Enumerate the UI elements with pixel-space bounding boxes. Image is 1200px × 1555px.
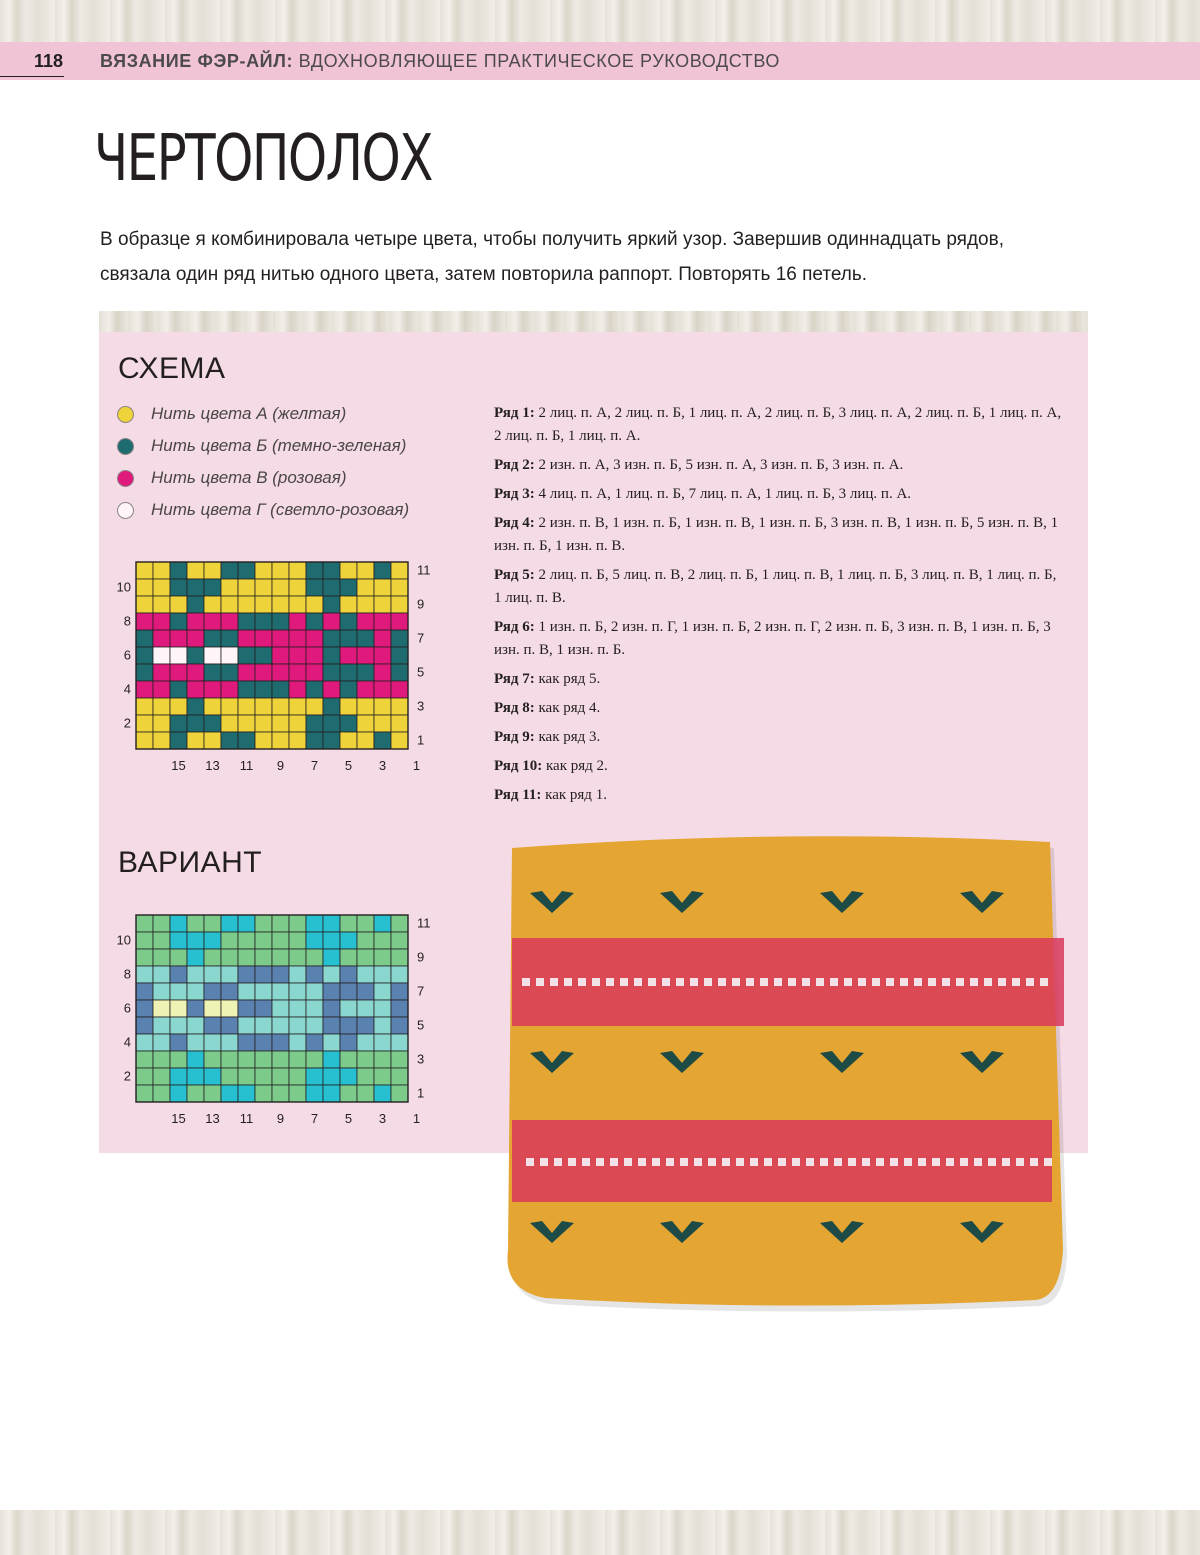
light-stitch [1044,1158,1052,1166]
light-stitch [666,1158,674,1166]
light-stitch [648,978,656,986]
light-stitch [904,1158,912,1166]
light-stitch [1016,1158,1024,1166]
row-text: как ряд 1. [545,787,607,803]
light-stitch [550,978,558,986]
light-stitch [932,1158,940,1166]
light-stitch [610,1158,618,1166]
light-stitch [988,1158,996,1166]
intro-paragraph: В образце я комбинировала четыре цвета, чтобы получить яркий узор. Завершив одиннадцать рядов, связала один ряд нитью одного цвета, затем повторила раппорт. Повторять 16 петель. [100,229,1004,285]
light-stitch [540,1158,548,1166]
light-stitch [792,1158,800,1166]
row-number-label: 6 [123,647,131,663]
row-number-label: 4 [123,1034,131,1050]
light-stitch [918,1158,926,1166]
light-stitch [722,1158,730,1166]
light-stitch [718,978,726,986]
light-stitch [708,1158,716,1166]
light-stitch [974,1158,982,1166]
legend-label: Нить цвета Г (светло-розовая) [151,500,410,519]
light-stitch [914,978,922,986]
light-stitch [736,1158,744,1166]
row-label: Ряд 7: [494,671,535,687]
row-label: Ряд 5: [494,567,535,583]
light-stitch [984,978,992,986]
row-label: Ряд 4: [494,515,535,531]
light-stitch [690,978,698,986]
light-stitch [568,1158,576,1166]
light-stitch [564,978,572,986]
light-stitch [596,1158,604,1166]
light-stitch [536,978,544,986]
row-label: Ряд 11: [494,787,542,803]
scheme-heading: СХЕМА [118,352,226,385]
row-text: как ряд 5. [538,671,601,687]
row-text: 4 лиц. п. А, 1 лиц. п. Б, 7 лиц. п. А, 1 лиц. п. Б, 3 лиц. п. А. [538,486,912,502]
light-stitch [830,978,838,986]
light-stitch [554,1158,562,1166]
row-number-label: 8 [123,966,131,982]
light-stitch [970,978,978,986]
light-stitch [872,978,880,986]
light-stitch [592,978,600,986]
light-stitch [1026,978,1034,986]
light-stitch [526,1158,534,1166]
light-stitch [960,1158,968,1166]
column-number-label: 13 [205,1111,220,1126]
legend-label: Нить цвета Б (темно-зеленая) [151,436,407,455]
row-number-label: 10 [116,579,131,595]
row-number-label: 3 [417,1051,425,1067]
row-number-label: 2 [123,1068,131,1084]
light-stitch [844,978,852,986]
row-number-label: 6 [123,1000,131,1016]
row-number-label: 7 [417,983,425,999]
light-stitch [848,1158,856,1166]
row-text: 2 лиц. п. А, 2 лиц. п. Б, 1 лиц. п. А, 2 лиц. п. Б, 3 лиц. п. А, 2 лиц. п. Б, 1 лиц. п. А, 2 лиц. п. Б, 1 лиц. п. А. [494,405,1062,444]
wood-texture-bottom [0,1510,1200,1555]
light-stitch [606,978,614,986]
light-stitch [652,1158,660,1166]
column-number-label: 1 [412,1111,421,1126]
row-label: Ряд 2: [494,457,535,473]
column-number-label: 11 [239,1111,254,1126]
column-number-label: 15 [171,1111,186,1126]
legend-label: Нить цвета А (желтая) [151,404,347,423]
row-label: Ряд 1: [494,405,535,421]
column-number-label: 9 [276,1111,285,1126]
column-number-label: 5 [344,1111,353,1126]
row-label: Ряд 8: [494,700,535,716]
light-stitch [732,978,740,986]
light-stitch [834,1158,842,1166]
light-stitch [900,978,908,986]
variant-heading: ВАРИАНТ [118,846,263,879]
row-number-label: 10 [116,932,131,948]
column-number-label: 5 [344,758,353,773]
row-text: 2 изн. п. А, 3 изн. п. Б, 5 изн. п. А, 3 изн. п. Б, 3 изн. п. А. [538,457,904,473]
row-number-label: 11 [417,915,431,931]
light-stitch [746,978,754,986]
row-text: как ряд 3. [538,729,601,745]
light-stitch [802,978,810,986]
book-subtitle: ВДОХНОВЛЯЮЩЕЕ ПРАКТИЧЕСКОЕ РУКОВОДСТВО [298,51,780,71]
light-stitch [764,1158,772,1166]
light-stitch [858,978,866,986]
light-stitch [582,1158,590,1166]
light-stitch [1040,978,1048,986]
light-stitch [774,978,782,986]
light-stitch [1002,1158,1010,1166]
light-stitch [886,978,894,986]
row-number-label: 7 [417,630,425,646]
light-stitch [680,1158,688,1166]
light-stitch [638,1158,646,1166]
column-number-label: 7 [310,758,319,773]
light-stitch [634,978,642,986]
swatch-group [507,836,1067,1311]
row-text: как ряд 4. [538,700,601,716]
light-stitch [750,1158,758,1166]
row-number-label: 2 [123,715,131,731]
column-number-label: 13 [205,758,220,773]
row-text: 2 изн. п. В, 1 изн. п. Б, 1 изн. п. В, 1 изн. п. Б, 3 изн. п. В, 1 изн. п. Б, 5 изн. п. В, 1 изн. п. Б, 1 изн. п. В. [494,515,1059,554]
row-number-label: 3 [417,698,425,714]
column-number-label: 1 [412,758,421,773]
light-stitch [862,1158,870,1166]
column-number-label: 15 [171,758,186,773]
row-text: 1 изн. п. Б, 2 изн. п. Г, 1 изн. п. Б, 2 изн. п. Г, 2 изн. п. Б, 3 изн. п. В, 1 изн. п. Б, 3 изн. п. В, 1 изн. п. Б. [494,619,1051,658]
light-stitch [760,978,768,986]
page-title: ЧЕРТОПОЛОХ [94,122,432,196]
light-stitch [788,978,796,986]
light-stitch [522,978,530,986]
light-stitch [956,978,964,986]
light-stitch [942,978,950,986]
row-number-label: 9 [417,596,425,612]
column-number-label: 7 [310,1111,319,1126]
light-stitch [806,1158,814,1166]
row-number-label: 8 [123,613,131,629]
row-label: Ряд 10: [494,758,543,774]
light-stitch [946,1158,954,1166]
column-number-label: 11 [239,758,254,773]
column-number-label: 3 [378,758,387,773]
column-number-label: 3 [378,1111,387,1126]
row-number-label: 1 [417,732,425,748]
row-number-label: 11 [417,562,431,578]
light-stitch [662,978,670,986]
light-stitch [820,1158,828,1166]
row-label: Ряд 6: [494,619,535,635]
row-label: Ряд 3: [494,486,535,502]
row-number-label: 1 [417,1085,425,1101]
light-stitch [620,978,628,986]
light-stitch [928,978,936,986]
light-stitch [676,978,684,986]
column-number-label: 9 [276,758,285,773]
row-label: Ряд 9: [494,729,535,745]
legend-label: Нить цвета В (розовая) [151,468,347,487]
light-stitch [1030,1158,1038,1166]
light-stitch [816,978,824,986]
row-text: 2 лиц. п. Б, 5 лиц. п. В, 2 лиц. п. Б, 1 лиц. п. В, 1 лиц. п. Б, 3 лиц. п. В, 1 лиц. п. Б, 1 лиц. п. В. [494,567,1057,606]
row-number-label: 4 [123,681,131,697]
light-stitch [578,978,586,986]
light-stitch [876,1158,884,1166]
light-stitch [694,1158,702,1166]
row-number-label: 5 [417,664,425,680]
light-stitch [704,978,712,986]
page-number: 118 [34,51,64,71]
book-title: ВЯЗАНИЕ ФЭР-АЙЛ: [100,51,294,71]
row-text: как ряд 2. [545,758,608,774]
row-number-label: 5 [417,1017,425,1033]
light-stitch [778,1158,786,1166]
row-number-label: 9 [417,949,425,965]
light-stitch [890,1158,898,1166]
light-stitch [1012,978,1020,986]
light-stitch [998,978,1006,986]
light-stitch [624,1158,632,1166]
